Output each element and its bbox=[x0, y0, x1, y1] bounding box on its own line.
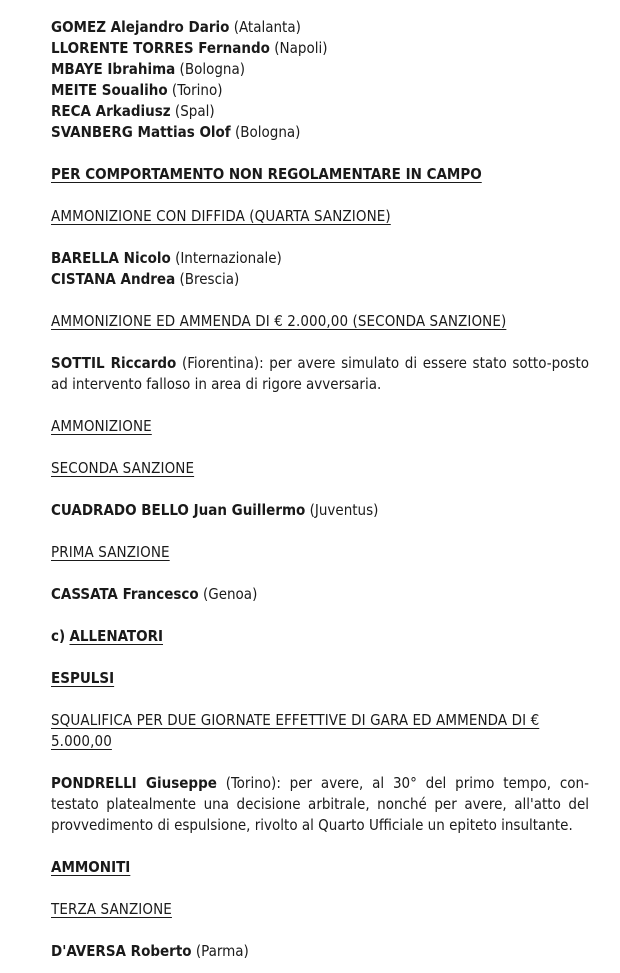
player-entry bbox=[51, 941, 589, 962]
diffida-player-list bbox=[51, 248, 589, 290]
player-name: BARELLA Nicolo bbox=[51, 249, 171, 267]
player-club: (Napoli) bbox=[274, 39, 328, 57]
player-entry bbox=[51, 80, 589, 101]
player-club: (Bologna) bbox=[179, 60, 245, 78]
player-entry bbox=[51, 500, 589, 521]
player-name: LLORENTE TORRES Fernando bbox=[51, 39, 270, 57]
ammenda-heading: AMMONIZIONE ED AMMENDA DI € 2.000,00 (SECONDA SANZIONE) bbox=[51, 312, 507, 330]
player-name: CISTANA Andrea bbox=[51, 270, 176, 288]
squalifica-heading: SQUALIFICA PER DUE GIORNATE EFFETTIVE DI GARA ED AMMENDA DI € 5.000,00 bbox=[51, 711, 540, 750]
espulsione-paragraph bbox=[51, 773, 589, 836]
player-entry bbox=[51, 269, 589, 290]
player-entry bbox=[51, 101, 589, 122]
player-entry bbox=[51, 584, 589, 605]
ammoniti-heading: AMMONITI bbox=[51, 858, 131, 876]
allenatori-section-heading bbox=[51, 626, 589, 647]
player-entry bbox=[51, 248, 589, 269]
prima-sanzione-heading: PRIMA SANZIONE bbox=[51, 543, 170, 561]
player-club: (Genoa) bbox=[202, 585, 258, 603]
player-name: PONDRELLI Giuseppe bbox=[51, 774, 217, 792]
sanction-reason: : per avere simulato di essere stato sotto-posto ad intervento falloso in area di rigore avversaria. bbox=[51, 354, 589, 393]
terza-sanzione-heading: TERZA SANZIONE bbox=[51, 900, 172, 918]
seconda-sanzione-heading: SECONDA SANZIONE bbox=[51, 459, 195, 477]
section-title: ALLENATORI bbox=[69, 627, 163, 645]
player-name: CASSATA Francesco bbox=[51, 585, 199, 603]
player-name: SOTTIL Riccardo bbox=[51, 354, 177, 372]
section-letter: c) bbox=[51, 627, 66, 645]
player-club: (Brescia) bbox=[179, 270, 240, 288]
player-club: (Bologna) bbox=[234, 123, 301, 141]
comportamento-heading: PER COMPORTAMENTO NON REGOLAMENTARE IN CAMPO bbox=[51, 165, 482, 183]
sanction-reason: : per avere, al 30° del primo tempo, con-testato platealmente una decisione arbitrale, nonché per avere, all'atto del provvedimento di espulsione, rivolto al Quarto Ufficiale un epiteto insultante. bbox=[51, 774, 589, 834]
player-club: (Torino) bbox=[171, 81, 223, 99]
player-name: MBAYE Ibrahima bbox=[51, 60, 176, 78]
diffida-heading: AMMONIZIONE CON DIFFIDA (QUARTA SANZIONE) bbox=[51, 207, 391, 225]
player-name: MEITE Soualiho bbox=[51, 81, 168, 99]
espulsi-heading: ESPULSI bbox=[51, 669, 115, 687]
player-name: CUADRADO BELLO Juan Guillermo bbox=[51, 501, 306, 519]
player-name: D'AVERSA Roberto bbox=[51, 942, 192, 960]
player-club: (Fiorentina) bbox=[181, 354, 260, 372]
player-entry bbox=[51, 122, 589, 143]
player-name: RECA Arkadiusz bbox=[51, 102, 171, 120]
player-club: (Internazionale) bbox=[175, 249, 282, 267]
player-list-top bbox=[51, 17, 589, 143]
player-name: GOMEZ Alejandro Dario bbox=[51, 18, 230, 36]
player-club: (Spal) bbox=[174, 102, 215, 120]
player-entry bbox=[51, 38, 589, 59]
player-entry bbox=[51, 59, 589, 80]
ammenda-paragraph bbox=[51, 353, 589, 395]
player-name: SVANBERG Mattias Olof bbox=[51, 123, 231, 141]
player-entry bbox=[51, 17, 589, 38]
player-club: (Parma) bbox=[195, 942, 249, 960]
player-club: (Atalanta) bbox=[233, 18, 301, 36]
ammonizione-heading: AMMONIZIONE bbox=[51, 417, 152, 435]
player-club: (Torino) bbox=[225, 774, 277, 792]
player-club: (Juventus) bbox=[309, 501, 379, 519]
